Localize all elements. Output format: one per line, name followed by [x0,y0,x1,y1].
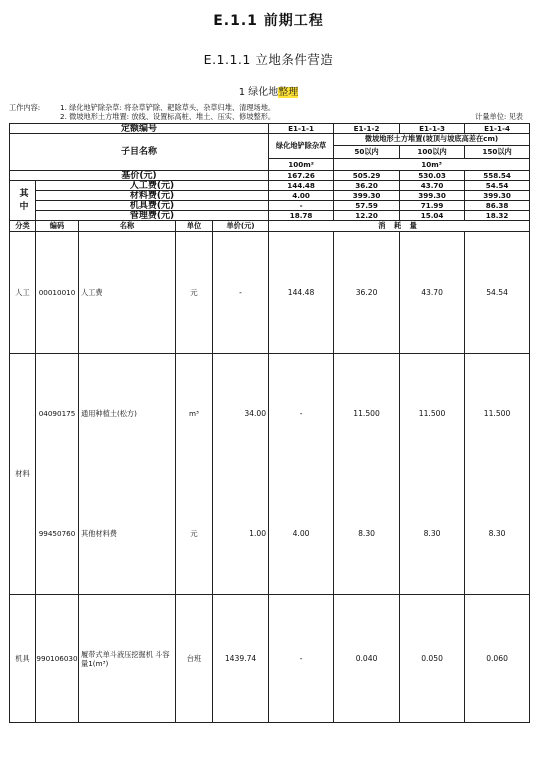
row-value: - [269,354,334,475]
row-value: 8.30 [465,474,530,595]
base-price-label: 基价(元) [10,171,269,181]
cost-row [10,191,530,201]
row-value: 4.00 [269,474,334,595]
cost-value: 144.48 [269,181,334,191]
row-value: 8.30 [400,474,465,595]
item-unit: 10m³ [334,159,530,171]
base-price: 505.29 [334,171,400,181]
row-price: - [213,232,269,354]
item-name-col1: 绿化地铲除杂草 [269,134,334,159]
row-unit: 元 [176,474,213,595]
cost-value: 86.38 [465,201,530,211]
cost-value: 43.70 [400,181,465,191]
row-price: 34.00 [213,354,269,475]
unit-note: 计量单位: 见表 [475,112,523,121]
quota-code: E1-1-3 [400,124,465,134]
base-price: 167.26 [269,171,334,181]
section-title [0,83,537,98]
table-row [10,595,530,723]
row-class: 人工 [10,232,36,354]
base-price-row [10,171,530,181]
row-code: 990106030 [36,595,79,723]
row-name: 履带式单斗液压挖掘机 斗容量1(m³) [79,595,176,723]
header-consumption: 消 耗 量 [269,221,530,232]
row-name: 通用种植土(松方) [79,354,176,475]
row-name: 人工费 [79,232,176,354]
row-value: - [269,595,334,723]
page-subtitle: E.1.1.1 立地条件营造 [203,52,334,67]
item-name-group: 微坡地形土方堆置(坡顶与坡底高差在cm) [334,134,530,146]
item-name-row [10,134,530,146]
cost-value: 36.20 [334,181,400,191]
row-price: 1439.74 [213,595,269,723]
row-code: 00010010 [36,232,79,354]
header-unit: 单位 [176,221,213,232]
row-value: 54.54 [465,232,530,354]
item-sub: 100以内 [400,145,465,158]
table-row [10,474,530,595]
item-name-label: 子目名称 [10,134,269,171]
among-label: 其中 [10,181,36,221]
quota-code: E1-1-2 [334,124,400,134]
cost-value: 12.20 [334,211,400,221]
row-value: 8.30 [334,474,400,595]
cost-value: 54.54 [465,181,530,191]
cost-label: 管理费(元) [36,211,269,221]
table-row [10,354,530,475]
quota-code: E1-1-1 [269,124,334,134]
table-row [10,232,530,354]
base-price: 558.54 [465,171,530,181]
item-sub: 50以内 [334,145,400,158]
work-content-line-2: 2. 微坡地形土方堆置: 放线、设置标高桩、堆土、压实、修坡整形。 [60,112,276,121]
row-value: 11.500 [334,354,400,475]
cost-value: 18.78 [269,211,334,221]
header-code: 编码 [36,221,79,232]
cost-row [10,201,530,211]
header-class: 分类 [10,221,36,232]
section-title-highlight: 整理 [278,87,299,98]
row-name: 其他材料费 [79,474,176,595]
row-value: 0.050 [400,595,465,723]
detail-header-row [10,221,530,232]
row-class: 机具 [10,595,36,723]
item-sub: 150以内 [465,145,530,158]
header-name: 名称 [79,221,176,232]
row-unit: m³ [176,354,213,475]
cost-label: 人工费(元) [36,181,269,191]
cost-value: 57.59 [334,201,400,211]
cost-row [10,181,530,191]
cost-label: 机具费(元) [36,201,269,211]
cost-value: 399.30 [334,191,400,201]
base-price: 530.03 [400,171,465,181]
cost-value: 399.30 [400,191,465,201]
section-title-prefix: 1 绿化地 [238,87,279,98]
row-value: 43.70 [400,232,465,354]
cost-value: 399.30 [465,191,530,201]
row-value: 36.20 [334,232,400,354]
item-unit: 100m² [269,159,334,171]
row-value: 144.48 [269,232,334,354]
quota-table [9,123,530,723]
work-content-line-1: 1. 绿化地铲除杂草: 将杂草铲除、耙除草头、杂草归堆、清理场地。 [60,103,276,112]
cost-label: 材料费(元) [36,191,269,201]
work-content-label: 工作内容: [9,103,41,112]
quota-code-label: 定额编号 [10,124,269,134]
row-unit: 台班 [176,595,213,723]
quota-code: E1-1-4 [465,124,530,134]
row-code: 04090175 [36,354,79,475]
row-unit: 元 [176,232,213,354]
cost-value: 71.99 [400,201,465,211]
row-value: 11.500 [465,354,530,475]
row-value: 11.500 [400,354,465,475]
cost-value: 4.00 [269,191,334,201]
row-value: 0.060 [465,595,530,723]
quota-code-row [10,124,530,134]
row-class: 材料 [10,354,36,595]
cost-value: 18.32 [465,211,530,221]
cost-row [10,211,530,221]
row-value: 0.040 [334,595,400,723]
cost-value: 15.04 [400,211,465,221]
cost-value: - [269,201,334,211]
row-price: 1.00 [213,474,269,595]
page-title: E.1.1 前期工程 [213,13,324,29]
row-code: 99450760 [36,474,79,595]
header-price: 单价(元) [213,221,269,232]
